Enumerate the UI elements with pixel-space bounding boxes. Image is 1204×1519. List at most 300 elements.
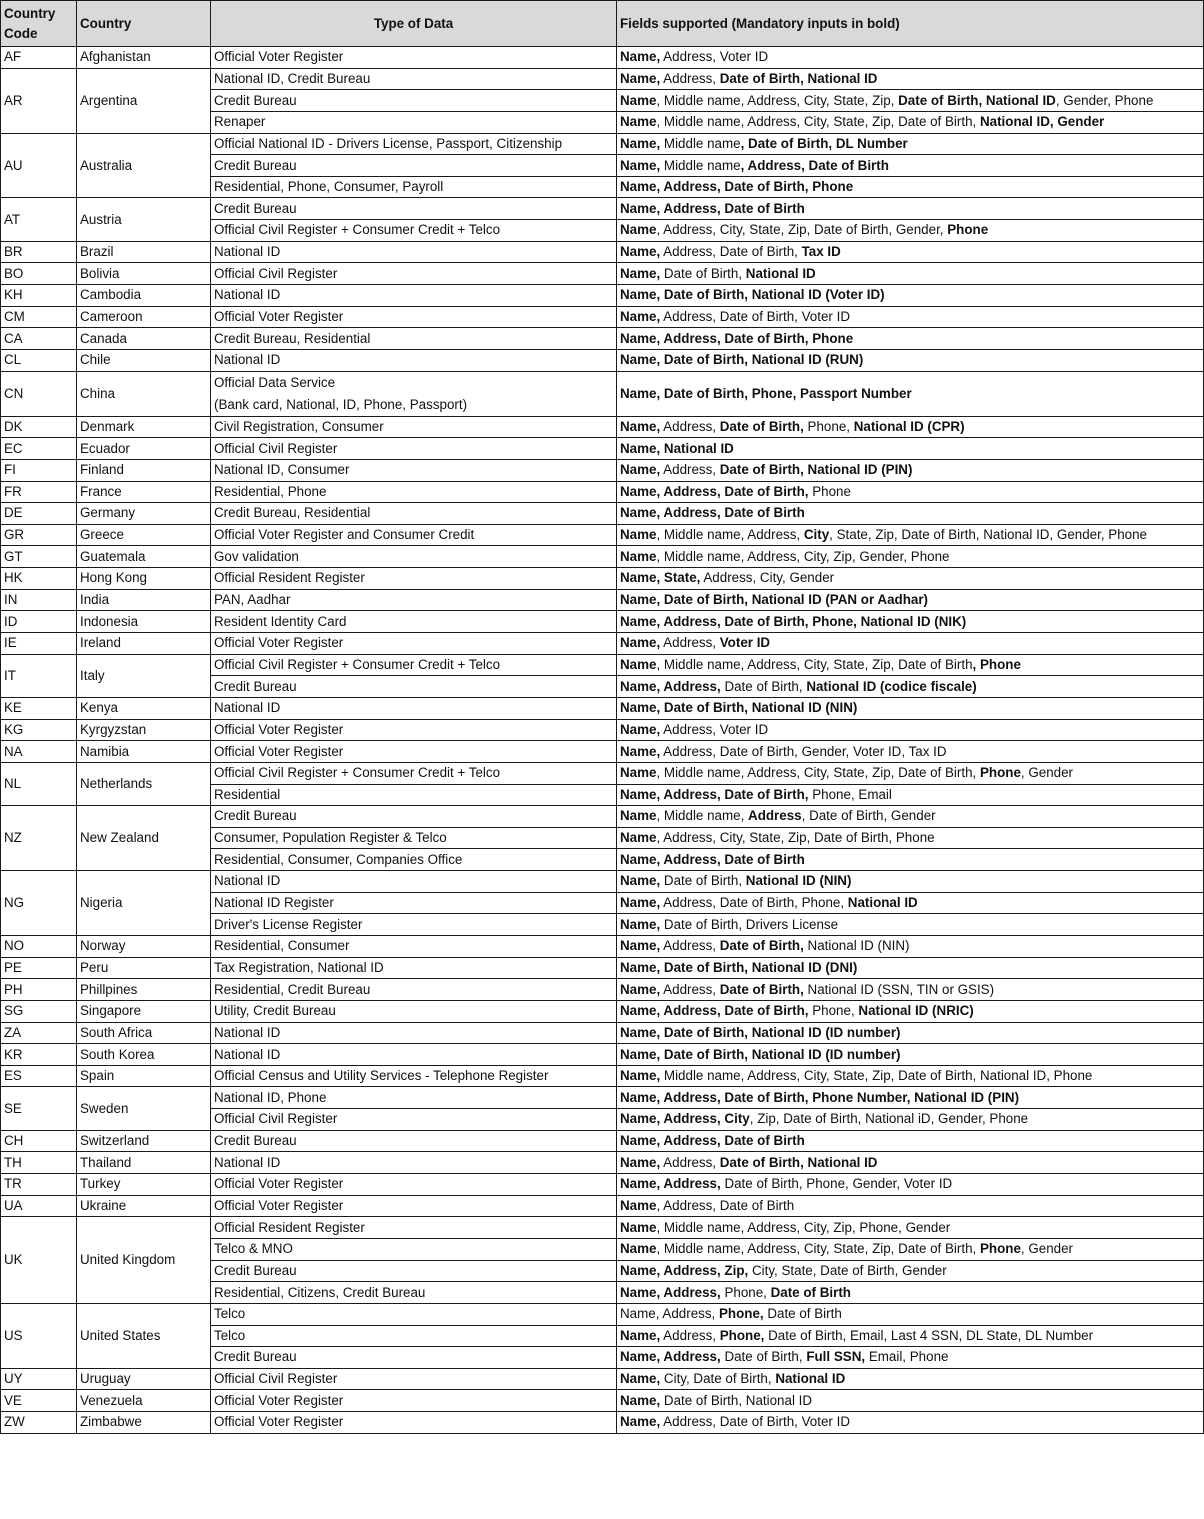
type-of-data-cell bbox=[211, 220, 617, 242]
country-name-cell: Turkey bbox=[77, 1174, 211, 1196]
country-code-cell: AF bbox=[1, 47, 77, 69]
type-of-data-text: Credit Bureau, Residential bbox=[214, 330, 371, 346]
optional-field-text: Date of Birth bbox=[763, 1306, 842, 1322]
type-of-data-cell bbox=[211, 589, 617, 611]
type-of-data-cell bbox=[211, 524, 617, 546]
type-of-data-cell bbox=[211, 1087, 617, 1109]
type-of-data-cell bbox=[211, 133, 617, 155]
type-of-data-cell bbox=[211, 676, 617, 698]
optional-field-text: , Gender bbox=[1020, 1241, 1074, 1257]
type-of-data-text: National ID, Phone bbox=[214, 1089, 327, 1105]
type-of-data-cell bbox=[211, 957, 617, 979]
type-of-data-text: Official Voter Register bbox=[214, 635, 344, 651]
mandatory-field-text: Name, bbox=[620, 265, 661, 281]
mandatory-field-text: , Phone bbox=[972, 656, 1021, 672]
type-of-data-cell bbox=[211, 611, 617, 633]
type-of-data-cell bbox=[211, 654, 617, 676]
optional-field-text: Phone, bbox=[720, 1284, 771, 1300]
type-of-data-text: Credit Bureau bbox=[214, 157, 297, 173]
type-of-data-text: Official Civil Register bbox=[214, 1111, 338, 1127]
table-row bbox=[1, 47, 1204, 69]
type-of-data-text: Consumer, Population Register & Telco bbox=[214, 830, 447, 846]
optional-field-text: , Gender, Phone bbox=[1055, 92, 1154, 108]
type-of-data-text: Credit Bureau bbox=[214, 808, 297, 824]
table-row bbox=[1, 371, 1204, 416]
country-code-cell: VE bbox=[1, 1390, 77, 1412]
table-row bbox=[1, 524, 1204, 546]
country-code-cell: ES bbox=[1, 1065, 77, 1087]
optional-field-text: National ID (NIN) bbox=[803, 938, 910, 954]
country-code-cell: BR bbox=[1, 241, 77, 263]
mandatory-field-text: Name, Address, bbox=[620, 1284, 721, 1300]
country-code-cell: NO bbox=[1, 935, 77, 957]
country-code-cell: CN bbox=[1, 371, 77, 416]
fields-supported-cell bbox=[617, 827, 1204, 849]
type-of-data-text: Official Voter Register bbox=[214, 49, 344, 65]
type-of-data-cell bbox=[211, 719, 617, 741]
type-of-data-cell bbox=[211, 481, 617, 503]
type-of-data-text: National ID bbox=[214, 873, 281, 889]
mandatory-field-text: Name bbox=[620, 1241, 657, 1257]
country-name-cell: Austria bbox=[77, 198, 211, 241]
fields-supported-cell bbox=[617, 349, 1204, 371]
optional-field-text: Date of Birth, Drivers License bbox=[660, 916, 839, 932]
type-of-data-text: Official Civil Register + Consumer Credit + Telco bbox=[214, 656, 501, 672]
type-of-data-cell bbox=[211, 871, 617, 893]
mandatory-field-text: Name, bbox=[620, 1154, 661, 1170]
type-of-data-text: Civil Registration, Consumer bbox=[214, 418, 384, 434]
type-of-data-text: Credit Bureau bbox=[214, 678, 297, 694]
optional-field-text: Date of Birth, Phone, Gender, Voter ID bbox=[720, 1176, 953, 1192]
mandatory-field-text: , Date of Birth, DL Number bbox=[740, 135, 908, 151]
optional-field-text: Address, bbox=[660, 635, 720, 651]
country-name-cell: South Korea bbox=[77, 1044, 211, 1066]
type-of-data-cell bbox=[211, 371, 617, 416]
type-of-data-cell bbox=[211, 438, 617, 460]
mandatory-field-text: National ID, Gender bbox=[979, 114, 1105, 130]
country-name-cell: Sweden bbox=[77, 1087, 211, 1130]
mandatory-field-text: Name, bbox=[620, 1068, 661, 1084]
mandatory-field-text: Name, Address, Date of Birth, bbox=[620, 483, 809, 499]
country-code-cell: TH bbox=[1, 1152, 77, 1174]
type-of-data-text: National ID bbox=[214, 1024, 281, 1040]
fields-supported-cell bbox=[617, 481, 1204, 503]
type-of-data-cell bbox=[211, 1044, 617, 1066]
mandatory-field-text: Tax ID bbox=[801, 244, 841, 260]
table-row bbox=[1, 241, 1204, 263]
mandatory-field-text: Phone, bbox=[719, 1327, 765, 1343]
table-row bbox=[1, 1368, 1204, 1390]
optional-field-text: Address, Date of Birth, bbox=[660, 244, 802, 260]
country-name-cell: South Africa bbox=[77, 1022, 211, 1044]
type-of-data-cell bbox=[211, 1412, 617, 1434]
type-of-data-text: Residential, Citizens, Credit Bureau bbox=[214, 1284, 426, 1300]
table-row bbox=[1, 68, 1204, 90]
type-of-data-text: Credit Bureau bbox=[214, 92, 297, 108]
fields-supported-cell bbox=[617, 741, 1204, 763]
fields-supported-cell bbox=[617, 914, 1204, 936]
type-of-data-cell bbox=[211, 1347, 617, 1369]
type-of-data-text: Renaper bbox=[214, 114, 266, 130]
optional-field-text: Address, bbox=[660, 462, 720, 478]
optional-field-text: Date of Birth, National ID bbox=[660, 1392, 813, 1408]
type-of-data-text: Official Civil Register + Consumer Credit + Telco bbox=[214, 765, 501, 781]
fields-supported-cell bbox=[617, 1000, 1204, 1022]
optional-field-text: , Middle name, bbox=[656, 808, 749, 824]
type-of-data-text: Official Voter Register bbox=[214, 1392, 344, 1408]
type-of-data-cell bbox=[211, 1390, 617, 1412]
mandatory-field-text: Name, bbox=[620, 916, 661, 932]
fields-supported-cell bbox=[617, 1130, 1204, 1152]
country-name-cell: France bbox=[77, 481, 211, 503]
type-of-data-text: Residential, Credit Bureau bbox=[214, 981, 371, 997]
table-row bbox=[1, 349, 1204, 371]
mandatory-field-text: Name, Date of Birth, National ID (RUN) bbox=[620, 352, 864, 368]
type-of-data-cell bbox=[211, 914, 617, 936]
type-of-data-cell bbox=[211, 697, 617, 719]
mandatory-field-text: Name, bbox=[620, 1392, 661, 1408]
country-name-cell: Zimbabwe bbox=[77, 1412, 211, 1434]
country-name-cell: Indonesia bbox=[77, 611, 211, 633]
country-name-cell: Cameroon bbox=[77, 306, 211, 328]
country-code-cell: GT bbox=[1, 546, 77, 568]
mandatory-field-text: Name, bbox=[620, 1371, 661, 1387]
type-of-data-cell bbox=[211, 633, 617, 655]
mandatory-field-text: Name bbox=[620, 222, 657, 238]
mandatory-field-text: Name, bbox=[620, 873, 661, 889]
mandatory-field-text: Name, Address, bbox=[620, 1176, 721, 1192]
mandatory-field-text: Name bbox=[620, 527, 657, 543]
mandatory-field-text: Name, Date of Birth, National ID (PAN or Aadhar) bbox=[620, 592, 929, 608]
type-of-data-text: National ID, Credit Bureau bbox=[214, 70, 371, 86]
country-code-cell: SG bbox=[1, 1000, 77, 1022]
fields-supported-cell bbox=[617, 241, 1204, 263]
table-row bbox=[1, 1303, 1204, 1325]
type-of-data-cell bbox=[211, 568, 617, 590]
table-row bbox=[1, 306, 1204, 328]
optional-field-text: Phone, Email bbox=[808, 786, 892, 802]
fields-supported-cell bbox=[617, 979, 1204, 1001]
type-of-data-text: Official Voter Register bbox=[214, 721, 344, 737]
mandatory-field-text: Name bbox=[620, 765, 657, 781]
mandatory-field-text: Name bbox=[620, 1197, 657, 1213]
fields-supported-cell bbox=[617, 784, 1204, 806]
country-code-cell: CL bbox=[1, 349, 77, 371]
type-of-data-cell bbox=[211, 306, 617, 328]
mandatory-field-text: Name, bbox=[620, 309, 661, 324]
country-code-cell: FI bbox=[1, 459, 77, 481]
optional-field-text: Address, Date of Birth, Voter ID bbox=[660, 1414, 850, 1430]
fields-supported-cell bbox=[617, 68, 1204, 90]
table-row bbox=[1, 133, 1204, 155]
country-code-cell: CH bbox=[1, 1130, 77, 1152]
mandatory-field-text: Name, Address, Date of Birth bbox=[620, 200, 805, 216]
mandatory-field-text: Name bbox=[620, 808, 657, 824]
table-row bbox=[1, 979, 1204, 1001]
mandatory-field-text: Phone bbox=[947, 222, 989, 238]
fields-supported-cell bbox=[617, 371, 1204, 416]
fields-supported-cell bbox=[617, 892, 1204, 914]
mandatory-field-text: National ID bbox=[745, 265, 816, 281]
fields-supported-cell bbox=[617, 1022, 1204, 1044]
country-name-cell: Phillpines bbox=[77, 979, 211, 1001]
type-of-data-text: National ID bbox=[214, 1154, 281, 1170]
country-name-cell: Italy bbox=[77, 654, 211, 697]
optional-field-text: , Gender bbox=[1020, 765, 1074, 781]
mandatory-field-text: Name, National ID bbox=[620, 440, 734, 456]
country-code-cell: IN bbox=[1, 589, 77, 611]
optional-field-text: Phone, bbox=[808, 1003, 859, 1019]
fields-supported-cell bbox=[617, 1347, 1204, 1369]
mandatory-field-text: Name, Address, bbox=[620, 1349, 721, 1365]
mandatory-field-text: Name, bbox=[620, 1327, 661, 1343]
type-of-data-cell bbox=[211, 741, 617, 763]
country-code-cell: ID bbox=[1, 611, 77, 633]
mandatory-field-text: Name, bbox=[620, 244, 661, 260]
country-name-cell: Thailand bbox=[77, 1152, 211, 1174]
optional-field-text: City, State, Date of Birth, Gender bbox=[748, 1262, 947, 1278]
mandatory-field-text: Address bbox=[748, 808, 802, 824]
mandatory-field-text: Name, Address, Date of Birth bbox=[620, 851, 805, 867]
type-of-data-text: Credit Bureau bbox=[214, 1133, 297, 1149]
country-code-cell: SE bbox=[1, 1087, 77, 1130]
country-code-cell: NZ bbox=[1, 806, 77, 871]
mandatory-field-text: Name bbox=[620, 114, 657, 130]
table-row bbox=[1, 1087, 1204, 1109]
fields-supported-cell bbox=[617, 697, 1204, 719]
optional-field-text: Phone, bbox=[803, 418, 854, 434]
optional-field-text: Date of Birth, bbox=[720, 1349, 807, 1365]
type-of-data-text: Official Voter Register bbox=[214, 743, 344, 759]
mandatory-field-text: Name, Address, City bbox=[620, 1111, 750, 1127]
country-name-cell: United Kingdom bbox=[77, 1217, 211, 1304]
country-code-cell: BO bbox=[1, 263, 77, 285]
type-of-data-cell bbox=[211, 328, 617, 350]
country-code-cell: FR bbox=[1, 481, 77, 503]
mandatory-field-text: Voter ID bbox=[719, 635, 771, 651]
type-of-data-cell bbox=[211, 1065, 617, 1087]
mandatory-field-text: Name, bbox=[620, 157, 661, 173]
fields-supported-cell bbox=[617, 1152, 1204, 1174]
fields-supported-cell bbox=[617, 524, 1204, 546]
mandatory-field-text: City bbox=[803, 527, 830, 543]
type-of-data-cell bbox=[211, 546, 617, 568]
country-name-cell: Switzerland bbox=[77, 1130, 211, 1152]
type-of-data-text: Official Voter Register bbox=[214, 309, 344, 324]
type-of-data-cell bbox=[211, 1195, 617, 1217]
optional-field-text: , Middle name, Address, City, State, Zip, Date of Birth, bbox=[656, 765, 980, 781]
mandatory-field-text: National ID (NRIC) bbox=[858, 1003, 974, 1019]
mandatory-field-text: Name, Address, Date of Birth, Phone Number, National ID (PIN) bbox=[620, 1089, 1020, 1105]
table-row bbox=[1, 481, 1204, 503]
mandatory-field-text: Name, bbox=[620, 462, 661, 478]
mandatory-field-text: Name, bbox=[620, 635, 661, 651]
country-name-cell: Guatemala bbox=[77, 546, 211, 568]
type-of-data-cell bbox=[211, 1260, 617, 1282]
fields-supported-cell bbox=[617, 459, 1204, 481]
table-row bbox=[1, 1044, 1204, 1066]
type-of-data-text: Official Civil Register bbox=[214, 265, 338, 281]
type-of-data-text: National ID bbox=[214, 352, 281, 368]
table-row bbox=[1, 1174, 1204, 1196]
fields-supported-cell bbox=[617, 47, 1204, 69]
fields-supported-cell bbox=[617, 1174, 1204, 1196]
type-of-data-cell bbox=[211, 1217, 617, 1239]
type-of-data-text: National ID, Consumer bbox=[214, 462, 350, 478]
country-code-cell: NG bbox=[1, 871, 77, 936]
type-of-data-cell bbox=[211, 503, 617, 525]
type-of-data-cell bbox=[211, 1325, 617, 1347]
fields-supported-cell bbox=[617, 155, 1204, 177]
fields-supported-cell bbox=[617, 935, 1204, 957]
country-code-cell: HK bbox=[1, 568, 77, 590]
mandatory-field-text: Name, Address, Date of Birth, Phone, National ID (NIK) bbox=[620, 613, 967, 629]
type-of-data-text: National ID bbox=[214, 287, 281, 303]
fields-supported-cell bbox=[617, 306, 1204, 328]
optional-field-text: , Middle name, Address, City, State, Zip, bbox=[656, 92, 899, 108]
mandatory-field-text: Name, Date of Birth, National ID (ID number) bbox=[620, 1046, 901, 1062]
fields-supported-cell bbox=[617, 1390, 1204, 1412]
fields-supported-cell bbox=[617, 438, 1204, 460]
mandatory-field-text: Date of Birth, National ID bbox=[719, 70, 878, 86]
fields-supported-cell bbox=[617, 1303, 1204, 1325]
mandatory-field-text: Name, Address, Date of Birth bbox=[620, 1133, 805, 1149]
fields-supported-cell bbox=[617, 263, 1204, 285]
country-name-cell: Spain bbox=[77, 1065, 211, 1087]
mandatory-field-text: Name, bbox=[620, 135, 661, 151]
country-name-cell: Chile bbox=[77, 349, 211, 371]
type-of-data-cell bbox=[211, 241, 617, 263]
optional-field-text: , State, Zip, Date of Birth, National ID, Gender, Phone bbox=[829, 527, 1147, 543]
type-of-data-text: Telco bbox=[214, 1327, 246, 1343]
country-name-cell: United States bbox=[77, 1303, 211, 1368]
type-of-data-text: Residential, Consumer bbox=[214, 938, 350, 954]
optional-field-text: Address, bbox=[660, 1327, 720, 1343]
mandatory-field-text: Name, Address, Date of Birth, Phone bbox=[620, 330, 854, 346]
table-body bbox=[1, 47, 1204, 1434]
country-name-cell: New Zealand bbox=[77, 806, 211, 871]
type-of-data-cell bbox=[211, 784, 617, 806]
type-of-data-cell bbox=[211, 47, 617, 69]
type-of-data-cell bbox=[211, 176, 617, 198]
country-code-cell: UK bbox=[1, 1217, 77, 1304]
country-code-cell: KG bbox=[1, 719, 77, 741]
optional-field-text: , Address, City, State, Zip, Date of Birth, Gender, bbox=[656, 222, 948, 238]
type-of-data-text: Official Voter Register bbox=[214, 1197, 344, 1213]
type-of-data-cell bbox=[211, 1174, 617, 1196]
country-name-cell: Uruguay bbox=[77, 1368, 211, 1390]
mandatory-field-text: Name, Date of Birth, National ID (ID number) bbox=[620, 1024, 901, 1040]
country-name-cell: Ireland bbox=[77, 633, 211, 655]
type-of-data-text: Official Resident Register bbox=[214, 1219, 365, 1235]
optional-field-text: , Zip, Date of Birth, National iD, Gender, Phone bbox=[749, 1111, 1029, 1127]
country-name-cell: Bolivia bbox=[77, 263, 211, 285]
fields-supported-cell bbox=[617, 328, 1204, 350]
table-row bbox=[1, 1022, 1204, 1044]
fields-supported-cell bbox=[617, 176, 1204, 198]
type-of-data-cell bbox=[211, 1109, 617, 1131]
optional-field-text: Date of Birth, bbox=[660, 265, 746, 281]
type-of-data-text: Residential, Phone, Consumer, Payroll bbox=[214, 179, 444, 195]
country-name-cell: Denmark bbox=[77, 416, 211, 438]
mandatory-field-text: National ID (CPR) bbox=[853, 418, 965, 434]
type-of-data-cell bbox=[211, 111, 617, 133]
table-row bbox=[1, 503, 1204, 525]
fields-supported-cell bbox=[617, 1325, 1204, 1347]
mandatory-field-text: Name bbox=[620, 92, 657, 108]
country-code-cell: UY bbox=[1, 1368, 77, 1390]
mandatory-field-text: Name, Address, bbox=[620, 678, 721, 694]
mandatory-field-text: National ID (codice fiscale) bbox=[806, 678, 977, 694]
mandatory-field-text: Name, Address, Zip, bbox=[620, 1262, 749, 1278]
country-name-cell: Ecuador bbox=[77, 438, 211, 460]
table-row bbox=[1, 957, 1204, 979]
type-of-data-text: Official Voter Register bbox=[214, 1414, 344, 1430]
table-row bbox=[1, 1065, 1204, 1087]
fields-supported-cell bbox=[617, 611, 1204, 633]
fields-supported-cell bbox=[617, 546, 1204, 568]
mandatory-field-text: Name, State, bbox=[620, 570, 701, 586]
type-of-data-cell bbox=[211, 762, 617, 784]
fields-supported-cell bbox=[617, 1238, 1204, 1260]
header-row bbox=[1, 1, 1204, 47]
mandatory-field-text: Name, bbox=[620, 70, 661, 86]
country-code-cell: TR bbox=[1, 1174, 77, 1196]
type-of-data-text: Resident Identity Card bbox=[214, 613, 347, 629]
country-code-cell: KR bbox=[1, 1044, 77, 1066]
type-of-data-text: Residential, Consumer, Companies Office bbox=[214, 851, 463, 867]
fields-supported-cell bbox=[617, 719, 1204, 741]
mandatory-field-text: Name, Date of Birth, Phone, Passport Number bbox=[620, 385, 912, 401]
table-row bbox=[1, 459, 1204, 481]
fields-supported-cell bbox=[617, 1065, 1204, 1087]
optional-field-text: Address, bbox=[660, 981, 720, 997]
optional-field-text: Address, Voter ID bbox=[660, 721, 769, 737]
table-row bbox=[1, 1000, 1204, 1022]
optional-field-text: , Address, City, State, Zip, Date of Birth, Phone bbox=[656, 830, 935, 846]
type-of-data-text: Residential, Phone bbox=[214, 483, 327, 499]
mandatory-field-text: Name, bbox=[620, 938, 661, 954]
type-of-data-text: Official Civil Register bbox=[214, 1371, 338, 1387]
table-row bbox=[1, 285, 1204, 307]
table-row bbox=[1, 611, 1204, 633]
header-country-code: Country Code bbox=[1, 1, 77, 47]
type-of-data-cell bbox=[211, 979, 617, 1001]
table-row bbox=[1, 1217, 1204, 1239]
table-row bbox=[1, 806, 1204, 828]
optional-field-text: Address, Date of Birth, Gender, Voter ID, Tax ID bbox=[660, 743, 947, 759]
mandatory-field-text: Name, Date of Birth, National ID (NIN) bbox=[620, 700, 858, 716]
country-name-cell: Netherlands bbox=[77, 762, 211, 805]
mandatory-field-text: Name, bbox=[620, 418, 661, 434]
table-row bbox=[1, 328, 1204, 350]
country-code-cell: NL bbox=[1, 762, 77, 805]
type-of-data-cell bbox=[211, 849, 617, 871]
country-code-cell: NA bbox=[1, 741, 77, 763]
mandatory-field-text: Name, bbox=[620, 895, 661, 911]
fields-supported-cell bbox=[617, 568, 1204, 590]
country-name-cell: Argentina bbox=[77, 68, 211, 133]
country-code-cell: KH bbox=[1, 285, 77, 307]
optional-field-text: , Middle name, Address, City, State, Zip, Date of Birth bbox=[656, 656, 973, 672]
type-of-data-text: Official Civil Register bbox=[214, 440, 338, 456]
table-row bbox=[1, 198, 1204, 220]
country-name-cell: Peru bbox=[77, 957, 211, 979]
country-name-cell: Venezuela bbox=[77, 1390, 211, 1412]
mandatory-field-text: Name bbox=[620, 548, 657, 564]
table-row bbox=[1, 263, 1204, 285]
fields-supported-cell bbox=[617, 1368, 1204, 1390]
